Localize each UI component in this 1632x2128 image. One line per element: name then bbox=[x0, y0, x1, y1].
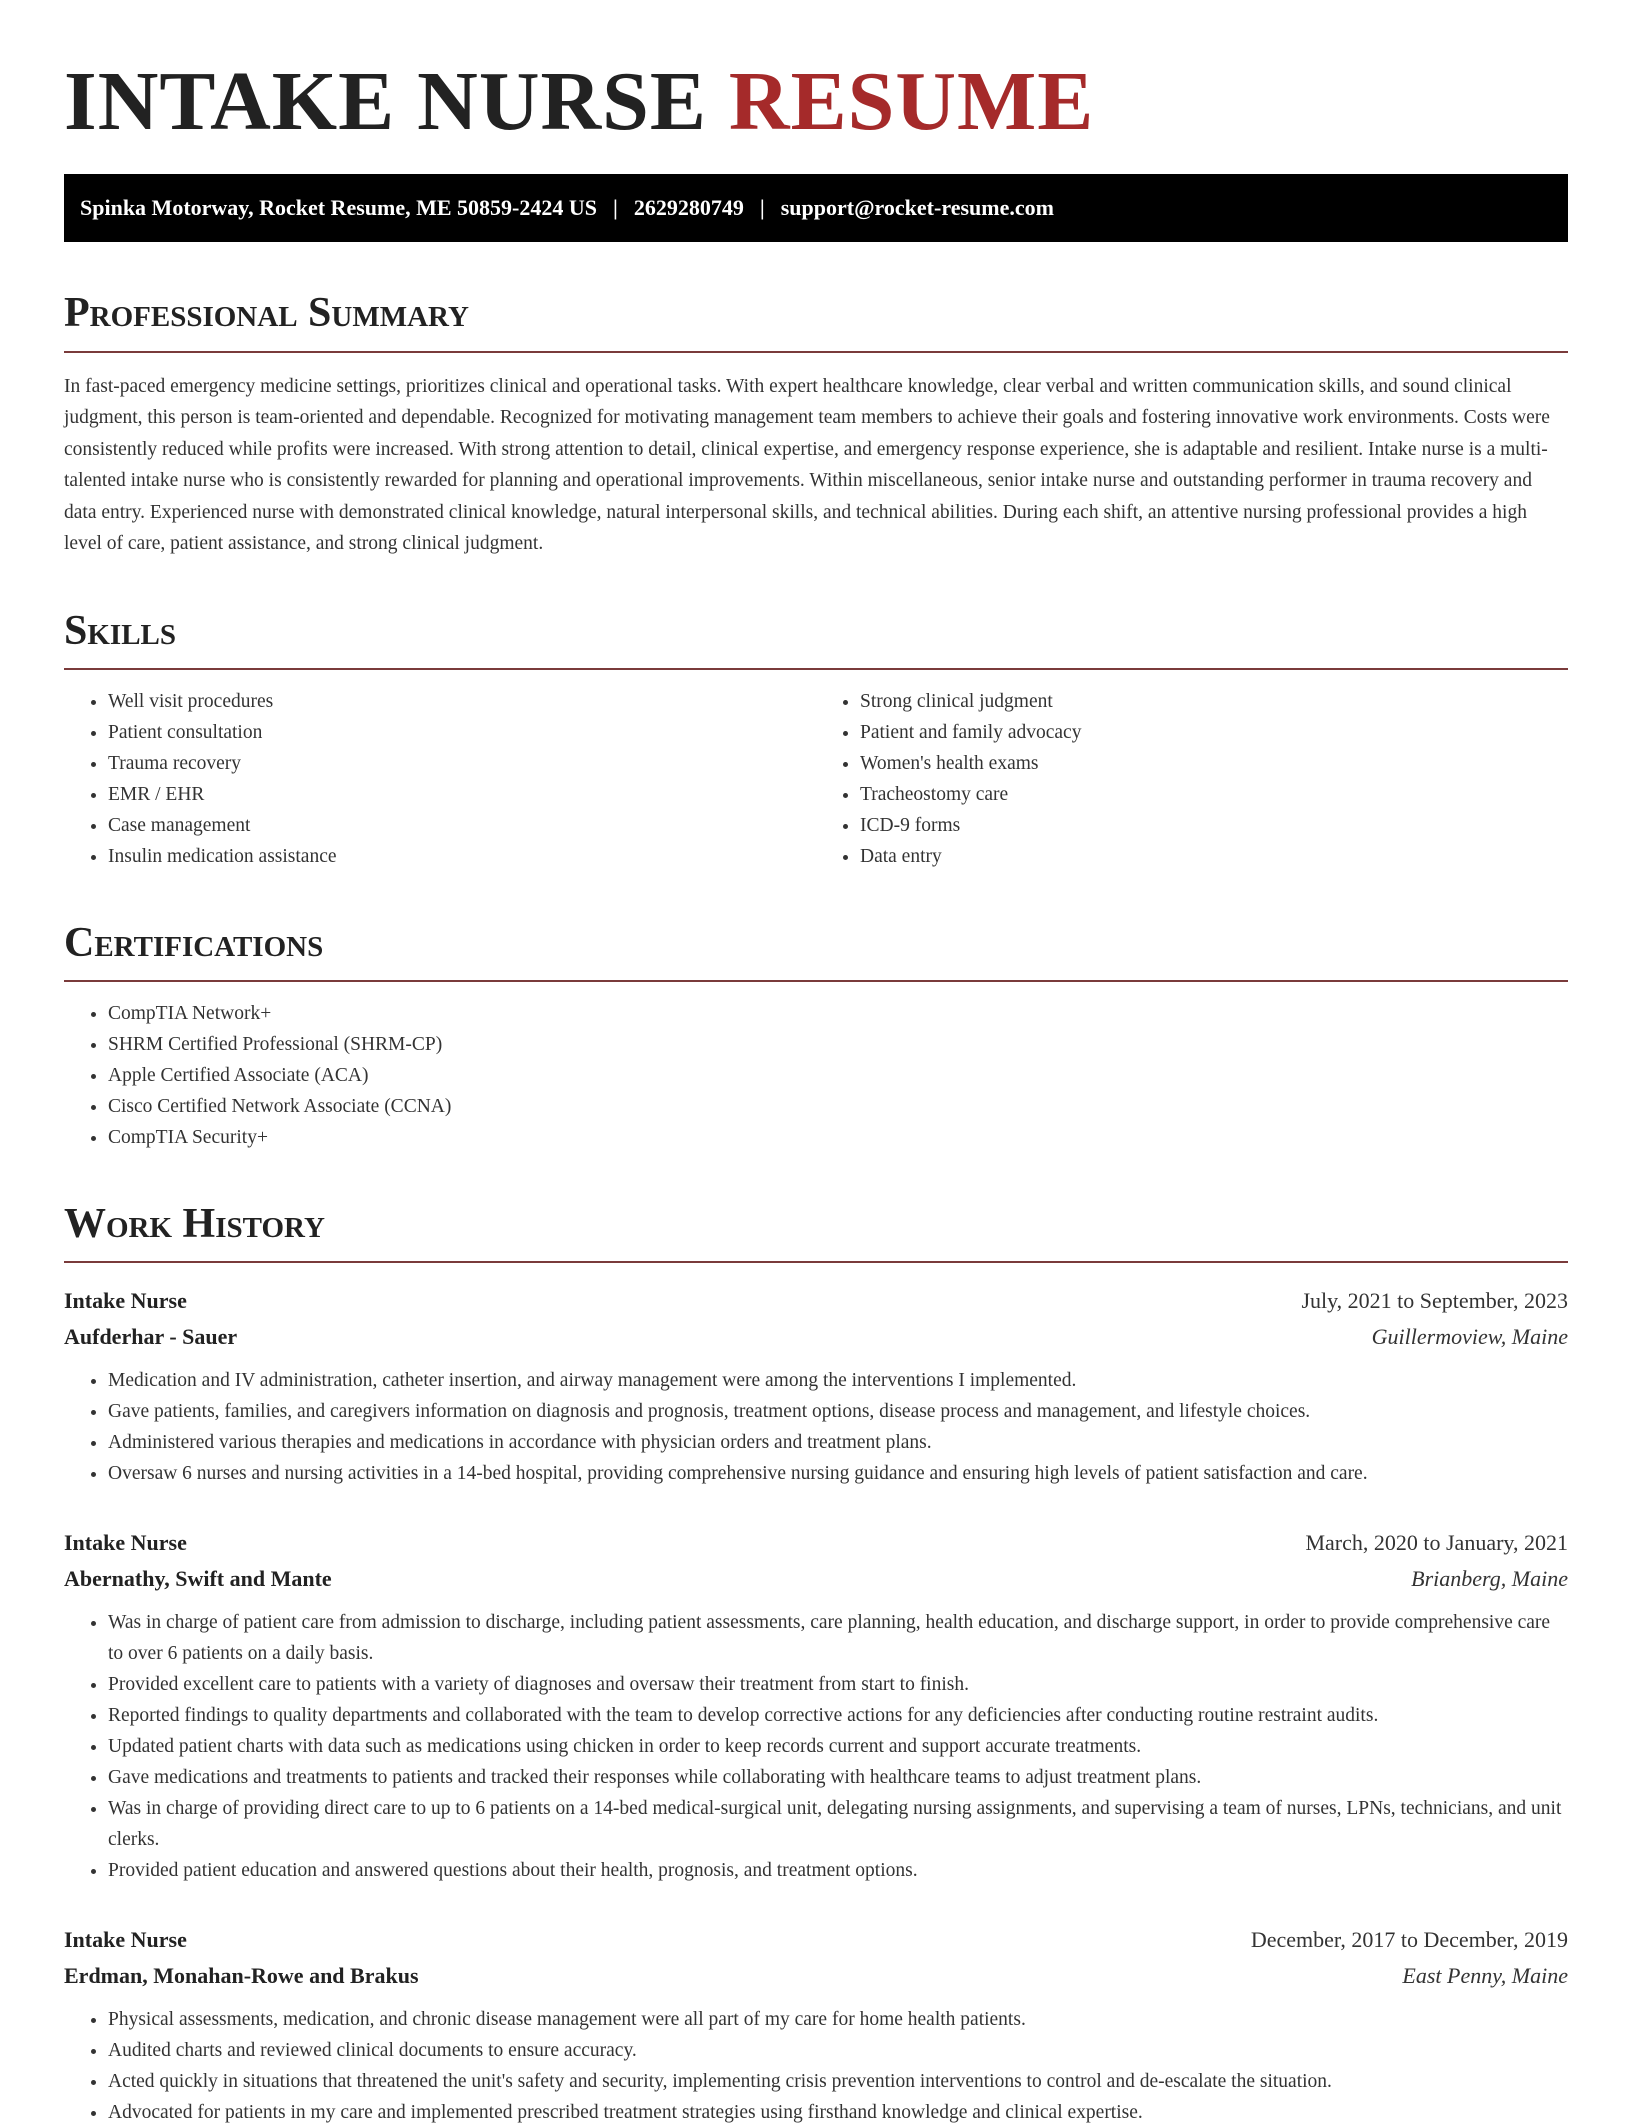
job-duty: • Medication and IV administration, catheter insertion, and airway management were among the interventions I implemented. bbox=[108, 1365, 1568, 1396]
job-duty: • Physical assessments, medication, and chronic disease management were all part of my care for home health patients. bbox=[108, 2004, 1568, 2035]
job-location: East Penny, Maine bbox=[1402, 1963, 1568, 1989]
certification-item: • Apple Certified Associate (ACA) bbox=[108, 1060, 1568, 1091]
certification-item: • SHRM Certified Professional (SHRM-CP) bbox=[108, 1029, 1568, 1060]
job-duties-list bbox=[64, 1607, 1568, 1886]
skill-item: • ICD-9 forms bbox=[860, 810, 1568, 841]
job-duty: • Gave patients, families, and caregivers information on diagnosis and prognosis, treatment options, disease process and management, and lifestyle choices. bbox=[108, 1396, 1568, 1427]
job-duty: • Advocated for patients in my care and implemented prescribed treatment strategies using firsthand knowledge and clinical expertise. bbox=[108, 2097, 1568, 2128]
skill-item: • Well visit procedures bbox=[108, 686, 816, 717]
summary-heading: Professional Summary bbox=[64, 290, 1568, 352]
job-company: Abernathy, Swift and Mante bbox=[64, 1566, 332, 1592]
skill-item: • Trauma recovery bbox=[108, 748, 816, 779]
job-company: Aufderhar - Sauer bbox=[64, 1324, 238, 1350]
job-header-row bbox=[64, 1922, 1568, 1958]
job-duties-list bbox=[64, 1365, 1568, 1489]
job-duty: • Updated patient charts with data such as medications using chicken in order to keep records current and support accurate treatments. bbox=[108, 1731, 1568, 1762]
certification-item: • Cisco Certified Network Associate (CCNA) bbox=[108, 1091, 1568, 1122]
job-header-row bbox=[64, 1283, 1568, 1319]
contact-separator: | bbox=[759, 195, 765, 221]
certification-item: • CompTIA Network+ bbox=[108, 998, 1568, 1029]
job-duty: • Reported findings to quality departments and collaborated with the team to develop corrective actions for any deficiencies after conducting routine restraint audits. bbox=[108, 1700, 1568, 1731]
contact-address: Spinka Motorway, Rocket Resume, ME 50859-2424 US bbox=[80, 195, 597, 221]
job-company: Erdman, Monahan-Rowe and Brakus bbox=[64, 1963, 419, 1989]
job-duty: • Acted quickly in situations that threatened the unit's safety and security, implementing crisis prevention interventions to control and de-escalate the situation. bbox=[108, 2066, 1568, 2097]
job-header-row bbox=[64, 1525, 1568, 1561]
job-entry bbox=[64, 1922, 1568, 2128]
skill-item: • Case management bbox=[108, 810, 816, 841]
skill-item: • Patient and family advocacy bbox=[860, 717, 1568, 748]
certifications-list bbox=[64, 998, 1568, 1153]
summary-text: In fast-paced emergency medicine settings, prioritizes clinical and operational tasks. With expert healthcare knowledge, clear verbal and written communication skills, and sound clinical judgment, this person is team-oriented and dependable. Recognized for motivating management team members to achieve their goals and fostering innovative work environments. Costs were consistently reduced while profits were increased. With strong attention to detail, clinical expertise, and emergency response experience, she is adaptable and resilient. Intake nurse is a multi-talented intake nurse who is consistently rewarded for planning and operational improvements. Within miscellaneous, senior intake nurse and outstanding performer in trauma recovery and data entry. Experienced nurse with demonstrated clinical knowledge, natural interpersonal skills, and technical abilities. During each shift, an attentive nursing professional provides a high level of care, patient assistance, and strong clinical judgment. bbox=[64, 375, 1550, 555]
resume-title bbox=[64, 56, 1568, 148]
work-history-heading: Work History bbox=[64, 1201, 1568, 1263]
skills-grid bbox=[64, 670, 1568, 872]
job-dates: March, 2020 to January, 2021 bbox=[1305, 1530, 1568, 1556]
job-duty: • Gave medications and treatments to patients and tracked their responses while collaborating with healthcare teams to adjust treatment plans. bbox=[108, 1762, 1568, 1793]
title-main: INTAKE NURSE bbox=[64, 55, 707, 148]
job-duty: • Was in charge of providing direct care to up to 6 patients on a 14-bed medical-surgical unit, delegating nursing assignments, and supervising a team of nurses, LPNs, technicians, and unit clerks. bbox=[108, 1793, 1568, 1855]
certification-item: • CompTIA Security+ bbox=[108, 1122, 1568, 1153]
contact-email: support@rocket-resume.com bbox=[780, 195, 1054, 221]
skill-item: • Data entry bbox=[860, 841, 1568, 872]
job-location: Brianberg, Maine bbox=[1411, 1566, 1568, 1592]
job-employer-row bbox=[64, 1958, 1568, 1994]
title-accent: RESUME bbox=[728, 55, 1095, 148]
skill-item: • Strong clinical judgment bbox=[860, 686, 1568, 717]
contact-phone: 2629280749 bbox=[633, 195, 744, 221]
job-duty: • Provided patient education and answered questions about their health, prognosis, and treatment options. bbox=[108, 1855, 1568, 1886]
skills-list-left bbox=[64, 686, 816, 872]
job-duty: • Audited charts and reviewed clinical documents to ensure accuracy. bbox=[108, 2035, 1568, 2066]
job-duty: • Provided excellent care to patients with a variety of diagnoses and oversaw their treatment from start to finish. bbox=[108, 1669, 1568, 1700]
job-duty: • Administered various therapies and medications in accordance with physician orders and treatment plans. bbox=[108, 1427, 1568, 1458]
skills-list-right bbox=[816, 686, 1568, 872]
skills-heading: Skills bbox=[64, 608, 1568, 670]
job-duty: • Oversaw 6 nurses and nursing activities in a 14-bed hospital, providing comprehensive nursing guidance and ensuring high levels of patient satisfaction and care. bbox=[108, 1458, 1568, 1489]
job-duties-list bbox=[64, 2004, 1568, 2128]
skill-item: • EMR / EHR bbox=[108, 779, 816, 810]
skill-item: • Insulin medication assistance bbox=[108, 841, 816, 872]
job-title: Intake Nurse bbox=[64, 1288, 187, 1314]
skill-item: • Tracheostomy care bbox=[860, 779, 1568, 810]
certifications-heading: Certifications bbox=[64, 920, 1568, 982]
job-employer-row bbox=[64, 1561, 1568, 1597]
job-entry bbox=[64, 1283, 1568, 1489]
skill-item: • Women's health exams bbox=[860, 748, 1568, 779]
job-entry bbox=[64, 1525, 1568, 1886]
job-title: Intake Nurse bbox=[64, 1927, 187, 1953]
contact-separator: | bbox=[613, 195, 618, 221]
job-dates: December, 2017 to December, 2019 bbox=[1250, 1927, 1568, 1953]
contact-bar bbox=[64, 174, 1568, 242]
job-duty: • Was in charge of patient care from admission to discharge, including patient assessments, care planning, health education, and discharge support, in order to provide comprehensive care to over 6 patients on a daily basis. bbox=[108, 1607, 1568, 1669]
job-employer-row bbox=[64, 1319, 1568, 1355]
job-dates: July, 2021 to September, 2023 bbox=[1301, 1288, 1568, 1314]
job-title: Intake Nurse bbox=[64, 1530, 187, 1556]
skill-item: • Patient consultation bbox=[108, 717, 816, 748]
job-location: Guillermoview, Maine bbox=[1371, 1324, 1568, 1350]
